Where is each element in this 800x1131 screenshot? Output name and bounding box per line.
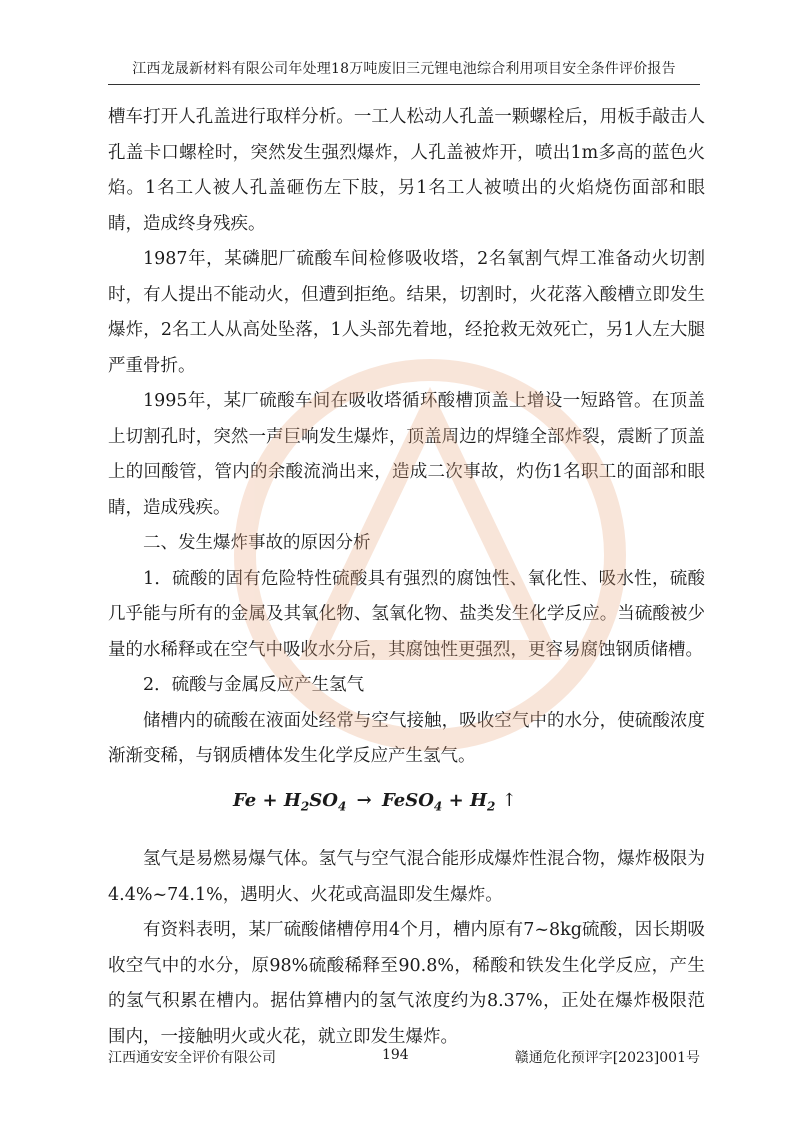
footer-page-number: 194 (381, 1047, 409, 1063)
gas-evolution-arrow-icon: ↑ (501, 789, 517, 811)
paragraph-accident-1995: 1995年，某厂硫酸车间在吸收塔循环酸槽顶盖上增设一短路管。在顶盖上切割孔时，突然一声巨响发生爆炸，顶盖周边的焊缝全部炸裂，震断了顶盖上的回酸管，管内的余酸流淌出来，造成二次事故，灼伤1名职工的面部和眼睛，造成残疾。 (108, 391, 705, 518)
section-heading-cause-analysis: 二、发生爆炸事故的原因分析 (143, 533, 371, 553)
footer-doc-number: 赣通危化预评字[2023]001号 (514, 1050, 700, 1066)
page-footer (108, 1047, 700, 1067)
paragraph-hydrogen-explosive: 氢气是易燃易爆气体。氢气与空气混合能形成爆炸性混合物，爆炸极限为4.4%~74.1%，遇明火、火花或高温即发生爆炸。 (108, 849, 705, 905)
paragraph-tank-reaction: 储槽内的硫酸在液面处经常与空气接触，吸收空气中的水分，使硫酸浓度渐渐变稀，与钢质槽体发生化学反应产生氢气。 (108, 710, 705, 766)
paragraph-case-data: 有资料表明，某厂硫酸储槽停用4个月，槽内原有7~8kg硫酸，因长期吸收空气中的水分，原98%硫酸稀释至90.8%，稀酸和铁发生化学反应，产生的氢气积累在槽内。据估算槽内的氢气浓度约为8.37%，正处在爆炸极限范围内，一接触明火或火花，就立即发生爆炸。 (108, 920, 705, 1047)
paragraph-accident-tank-car: 槽车打开人孔盖进行取样分析。一工人松动人孔盖一颗螺栓后，用板手敲击人孔盖卡口螺栓时，突然发生强烈爆炸，人孔盖被炸开，喷出1m多高的蓝色火焰。1名工人被人孔盖砸伤左下肢，另1名工人被喷出的火焰烧伤面部和眼睛，造成终身残疾。 (108, 107, 705, 234)
paragraph-accident-1987: 1987年，某磷肥厂硫酸车间检修吸收塔，2名氧割气焊工准备动火切割时，有人提出不能动火，但遭到拒绝。结果，切割时，火花落入酸槽立即发生爆炸，2名工人从高处坠落，1人头部先着地，经抢救无效死亡，另1人左大腿严重骨折。 (108, 249, 705, 376)
paragraph-sulfuric-acid-hazard: 1．硫酸的固有危险特性硫酸具有强烈的腐蚀性、氧化性、吸水性，硫酸几乎能与所有的金属及其氧化物、氢氧化物、盐类发生化学反应。当硫酸被少量的水稀释或在空气中吸收水分后，其腐蚀性更强烈，更容易腐蚀钢质储槽。 (108, 568, 705, 660)
document-body (108, 100, 705, 1055)
chemical-equation: $Fe + H_2SO_4$ → FeSO$_4$ + $H_2$ ↑ (233, 789, 517, 814)
page-header: 江西龙晟新材料有限公司年处理18万吨废旧三元锂电池综合利用项目安全条件评价报告 (108, 58, 700, 85)
reaction-arrow-icon: → (356, 789, 372, 811)
subheading-hydrogen-generation: 2．硫酸与金属反应产生氢气 (143, 675, 365, 695)
footer-company: 江西通安安全评价有限公司 (108, 1050, 276, 1066)
